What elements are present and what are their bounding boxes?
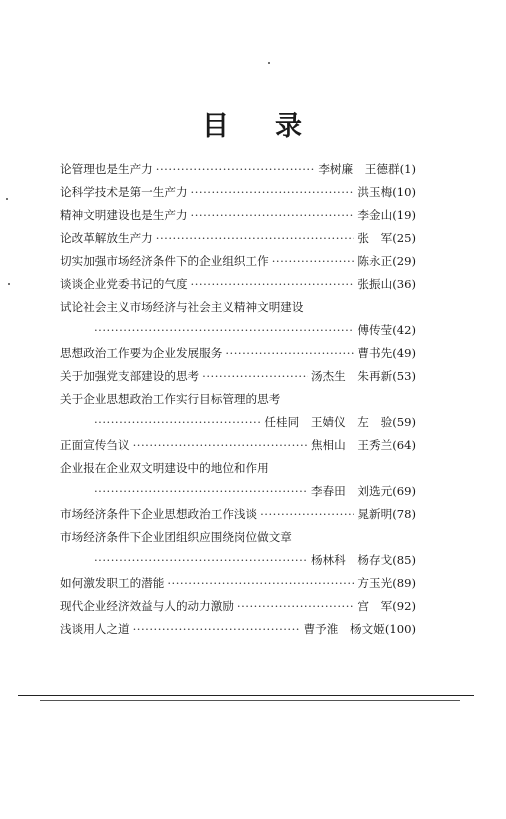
toc-entry-page: (36) <box>392 277 416 291</box>
toc-entry-page: (42) <box>392 323 416 337</box>
toc-entry <box>60 483 416 506</box>
toc-entry <box>60 230 416 253</box>
toc-entry-authors: 张振山 <box>357 277 393 291</box>
toc-entry <box>60 299 416 322</box>
toc-entry <box>60 322 416 345</box>
toc-leader-dots <box>191 208 355 222</box>
toc-leader-dots <box>156 162 316 176</box>
toc-entry-page: (25) <box>392 231 416 245</box>
toc-entry-title: 企业报在企业双文明建设中的地位和作用 <box>60 461 269 475</box>
scan-speck <box>8 283 10 285</box>
toc-entry-title: 论改革解放生产力 <box>60 231 153 245</box>
toc-entry-title: 如何激发职工的潜能 <box>60 576 165 590</box>
scan-speck <box>6 198 8 200</box>
toc-leader-dots <box>191 185 355 199</box>
toc-entry <box>60 575 416 598</box>
toc-entry-authors: 李树廉 王德群 <box>318 162 400 176</box>
toc-entry <box>60 414 416 437</box>
page-title-char: 目 <box>202 111 231 142</box>
toc-entry-title: 试论社会主义市场经济与社会主义精神文明建设 <box>60 300 304 314</box>
footer-rule-thin <box>40 700 460 701</box>
toc-entry <box>60 345 416 368</box>
toc-entry-page: (85) <box>392 553 416 567</box>
toc-entry-authors: 晁新明 <box>357 507 393 521</box>
toc-entry-title: 关于企业思想政治工作实行目标管理的思考 <box>60 392 281 406</box>
toc-leader-dots <box>133 438 308 452</box>
toc-leader-dots <box>94 553 308 567</box>
toc-entry-authors: 任桂同 王婧仪 左 验 <box>264 415 393 429</box>
toc-entry-title: 论管理也是生产力 <box>60 162 153 176</box>
toc-leader-dots <box>167 576 354 590</box>
toc-entry-title: 正面宣传刍议 <box>60 438 130 452</box>
toc-entry-title: 精神文明建设也是生产力 <box>60 208 188 222</box>
toc-entry-authors: 汤杰生 朱再新 <box>310 369 393 383</box>
toc-entry-title: 思想政治工作要为企业发展服务 <box>60 346 223 360</box>
toc-entry-page: (89) <box>392 576 416 590</box>
table-of-contents <box>60 161 416 644</box>
toc-entry-page: (59) <box>392 415 416 429</box>
toc-entry <box>60 184 416 207</box>
scan-speck <box>268 62 270 64</box>
toc-leader-dots <box>94 415 261 429</box>
toc-leader-dots <box>94 323 354 337</box>
toc-entry-page: (1) <box>399 162 416 176</box>
toc-entry <box>60 391 416 414</box>
toc-entry-authors: 曹予淮 杨文姬 <box>303 622 385 636</box>
toc-leader-dots <box>191 277 355 291</box>
footer-rule <box>18 695 474 696</box>
toc-entry <box>60 506 416 529</box>
toc-entry <box>60 460 416 483</box>
toc-entry <box>60 529 416 552</box>
toc-entry-page: (69) <box>392 484 416 498</box>
toc-entry-title: 切实加强市场经济条件下的企业组织工作 <box>60 254 269 268</box>
toc-entry-page: (100) <box>384 622 416 636</box>
toc-entry <box>60 552 416 575</box>
toc-entry <box>60 598 416 621</box>
toc-entry-page: (64) <box>392 438 416 452</box>
toc-entry-authors: 焦相山 王秀兰 <box>310 438 393 452</box>
toc-entry <box>60 437 416 460</box>
toc-entry-authors: 李金山 <box>357 208 393 222</box>
page-title-char: 录 <box>275 111 304 142</box>
toc-leader-dots <box>272 254 355 268</box>
toc-entry-title: 市场经济条件下企业团组织应围绕岗位做文章 <box>60 530 292 544</box>
toc-entry-page: (10) <box>392 185 416 199</box>
toc-entry-page: (29) <box>392 254 416 268</box>
toc-entry-title: 浅谈用人之道 <box>60 622 130 636</box>
toc-entry-authors: 李春田 刘选元 <box>310 484 393 498</box>
toc-leader-dots <box>225 346 354 360</box>
toc-entry <box>60 253 416 276</box>
toc-entry-page: (49) <box>392 346 416 360</box>
toc-entry-authors: 宫 军 <box>357 599 393 613</box>
toc-entry-title: 关于加强党支部建设的思考 <box>60 369 200 383</box>
toc-entry-authors: 杨林科 杨存戈 <box>310 553 393 567</box>
toc-leader-dots <box>260 507 354 521</box>
toc-entry-page: (78) <box>392 507 416 521</box>
toc-entry <box>60 368 416 391</box>
toc-entry <box>60 207 416 230</box>
toc-entry-authors: 张 军 <box>357 231 393 245</box>
toc-entry-page: (53) <box>392 369 416 383</box>
toc-leader-dots <box>202 369 308 383</box>
toc-entry-authors: 洪玉梅 <box>357 185 393 199</box>
toc-leader-dots <box>133 622 301 636</box>
page-title <box>0 104 506 143</box>
toc-entry <box>60 621 416 644</box>
toc-entry-title: 市场经济条件下企业思想政治工作浅谈 <box>60 507 258 521</box>
toc-leader-dots <box>156 231 355 245</box>
toc-entry-title: 论科学技术是第一生产力 <box>60 185 188 199</box>
toc-entry-page: (92) <box>392 599 416 613</box>
toc-leader-dots <box>237 599 354 613</box>
toc-entry <box>60 276 416 299</box>
toc-leader-dots <box>94 484 308 498</box>
toc-entry <box>60 161 416 184</box>
toc-entry-title: 谈谈企业党委书记的气度 <box>60 277 188 291</box>
toc-entry-authors: 曹书先 <box>357 346 393 360</box>
toc-entry-authors: 陈永正 <box>357 254 393 268</box>
toc-entry-page: (19) <box>392 208 416 222</box>
toc-entry-authors: 傅传莹 <box>357 323 393 337</box>
toc-entry-authors: 方玉光 <box>357 576 393 590</box>
toc-entry-title: 现代企业经济效益与人的动力激励 <box>60 599 234 613</box>
